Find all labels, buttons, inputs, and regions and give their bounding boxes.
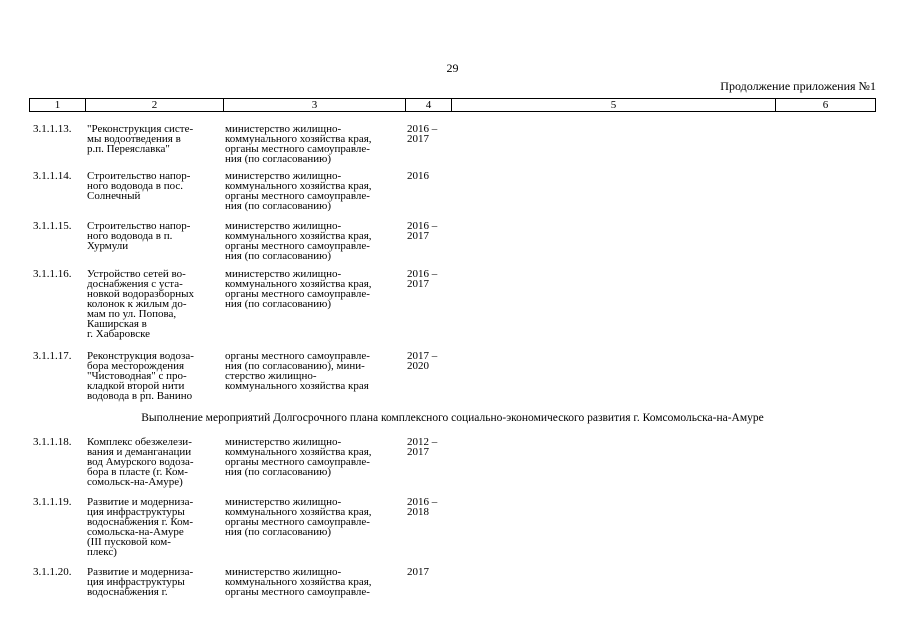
row-measure-name-line: вания и деманганации	[87, 446, 192, 458]
row-executor-line: органы местного самоуправле-	[225, 240, 370, 252]
header-col-4: 4	[406, 99, 452, 111]
row-measure-name-line: ного водовода в пос.	[87, 180, 184, 192]
row-number-text: 3.1.1.20.	[33, 566, 72, 578]
row-executor-line: органы местного самоуправле-	[225, 456, 370, 468]
row-executor-line: ния (по согласованию), мини-	[225, 360, 365, 372]
header-col-1: 1	[30, 99, 86, 111]
row-term-line: 2016 –	[407, 268, 438, 280]
row-measure-name-line: Строительство напор-	[87, 170, 191, 182]
row-executor-line: коммунального хозяйства края,	[225, 278, 372, 290]
row-term	[407, 437, 449, 457]
row-number	[33, 171, 85, 181]
row-measure-name-line: Развитие и модерниза-	[87, 496, 194, 508]
row-term-line: 2016	[407, 170, 429, 182]
row-measure-name-line: Развитие и модерниза-	[87, 566, 194, 578]
row-measure-name-line: сомольск-на-Амуре)	[87, 476, 183, 488]
row-measure-name-line: г. Хабаровске	[87, 328, 151, 340]
row-executor-line: коммунального хозяйства края,	[225, 230, 372, 242]
row-measure-name-line: Комплекс обезжелези-	[87, 436, 192, 448]
row-executor-line: коммунального хозяйства края,	[225, 180, 372, 192]
row-measure-name	[87, 221, 219, 251]
row-measure-name-line: Солнечный	[87, 190, 141, 202]
row-executor	[225, 497, 403, 537]
row-executor-line: коммунального хозяйства края	[225, 380, 369, 392]
row-number-text: 3.1.1.15.	[33, 220, 72, 232]
continuation-label: Продолжение приложения №1	[720, 79, 876, 93]
row-executor	[225, 221, 403, 261]
row-executor-line: коммунального хозяйства края,	[225, 133, 372, 145]
row-measure-name-line: кладкой второй нити	[87, 380, 185, 392]
row-measure-name-line: (III пусковой ком-	[87, 536, 171, 548]
row-measure-name-line: колонок к жилым до-	[87, 298, 187, 310]
row-measure-name-line: доснабжения с уста-	[87, 278, 183, 290]
row-measure-name-line: Хурмули	[87, 240, 129, 252]
row-term-line: 2017	[407, 133, 429, 145]
row-executor	[225, 171, 403, 211]
row-term-line: 2020	[407, 360, 429, 372]
row-number	[33, 497, 85, 507]
row-measure-name-line: р.п. Переяславка"	[87, 143, 170, 155]
header-col-5: 5	[452, 99, 776, 111]
row-measure-name-line: сомольска-на-Амуре	[87, 526, 184, 538]
row-executor-line: органы местного самоуправле-	[225, 350, 370, 362]
row-term-line: 2017	[407, 566, 429, 578]
row-term	[407, 221, 449, 241]
row-executor-line: стерство жилищно-	[225, 370, 317, 382]
row-number	[33, 351, 85, 361]
row-executor-line: ния (по согласованию)	[225, 526, 332, 538]
row-term-line: 2017	[407, 446, 429, 458]
row-term-line: 2012 –	[407, 436, 438, 448]
row-measure-name-line: Строительство напор-	[87, 220, 191, 232]
row-measure-name-line: бора в пласте (г. Ком-	[87, 466, 188, 478]
row-term	[407, 497, 449, 517]
row-executor-line: ния (по согласованию)	[225, 200, 332, 212]
row-executor-line: коммунального хозяйства края,	[225, 506, 372, 518]
row-measure-name-line: Реконструкция водоза-	[87, 350, 194, 362]
row-measure-name-line: мам по ул. Попова,	[87, 308, 177, 320]
row-term	[407, 171, 449, 181]
row-term	[407, 351, 449, 371]
row-executor-line: ния (по согласованию)	[225, 250, 332, 262]
row-measure-name-line: водоснабжения г. Ком-	[87, 516, 194, 528]
row-executor	[225, 567, 403, 597]
row-executor-line: министерство жилищно-	[225, 566, 342, 578]
row-executor-line: коммунального хозяйства края,	[225, 576, 372, 588]
row-executor	[225, 124, 403, 164]
row-executor-line: органы местного самоуправле-	[225, 288, 370, 300]
row-number	[33, 124, 85, 134]
row-term-line: 2018	[407, 506, 429, 518]
row-term-line: 2016 –	[407, 123, 438, 135]
row-number	[33, 567, 85, 577]
row-measure-name	[87, 567, 219, 597]
row-measure-name-line: новкой водоразборных	[87, 288, 195, 300]
row-measure-name-line: "Чистоводная" с про-	[87, 370, 187, 382]
row-term	[407, 124, 449, 144]
row-term-line: 2017 –	[407, 350, 438, 362]
row-measure-name	[87, 269, 219, 339]
row-term-line: 2017	[407, 278, 429, 290]
row-measure-name-line: мы водоотведения в	[87, 133, 181, 145]
row-measure-name-line: вод Амурского водоза-	[87, 456, 194, 468]
row-executor-line: министерство жилищно-	[225, 268, 342, 280]
page-number: 29	[446, 61, 459, 75]
row-number	[33, 221, 85, 231]
row-executor-line: органы местного самоуправле-	[225, 516, 370, 528]
row-executor-line: министерство жилищно-	[225, 436, 342, 448]
row-measure-name-line: ного водовода в п.	[87, 230, 173, 242]
row-executor-line: ния (по согласованию)	[225, 298, 332, 310]
row-executor-line: органы местного самоуправле-	[225, 143, 370, 155]
row-measure-name-line: плекс)	[87, 546, 117, 558]
row-measure-name	[87, 124, 219, 154]
row-measure-name-line: водовода в рп. Ванино	[87, 390, 193, 402]
row-executor-line: ния (по согласованию)	[225, 466, 332, 478]
row-measure-name	[87, 351, 219, 401]
row-number	[33, 269, 85, 279]
row-term	[407, 269, 449, 289]
row-executor	[225, 437, 403, 477]
row-number-text: 3.1.1.18.	[33, 436, 72, 448]
row-measure-name-line: Устройство сетей во-	[87, 268, 186, 280]
row-term-line: 2017	[407, 230, 429, 242]
row-term-line: 2016 –	[407, 496, 438, 508]
header-col-2: 2	[86, 99, 224, 111]
row-measure-name	[87, 437, 219, 487]
row-measure-name-line: ция инфраструктуры	[87, 506, 185, 518]
row-executor-line: органы местного самоуправле-	[225, 586, 370, 598]
row-number-text: 3.1.1.17.	[33, 350, 72, 362]
row-executor-line: министерство жилищно-	[225, 496, 342, 508]
row-executor-line: коммунального хозяйства края,	[225, 446, 372, 458]
section-title: Выполнение мероприятий Долгосрочного плана комплексного социально-экономического развития г. Комсомольска-на-Амуре	[141, 412, 764, 424]
row-number	[33, 437, 85, 447]
row-executor-line: органы местного самоуправле-	[225, 190, 370, 202]
header-col-6: 6	[822, 99, 829, 111]
row-number-text: 3.1.1.19.	[33, 496, 72, 508]
table-header	[29, 98, 876, 112]
row-number-text: 3.1.1.16.	[33, 268, 72, 280]
row-number-text: 3.1.1.14.	[33, 170, 72, 182]
row-term	[407, 567, 449, 577]
row-measure-name-line: водоснабжения г.	[87, 586, 168, 598]
row-measure-name	[87, 171, 219, 201]
row-measure-name-line: "Реконструкция систе-	[87, 123, 194, 135]
row-measure-name-line: ция инфраструктуры	[87, 576, 185, 588]
row-measure-name-line: бора месторождения	[87, 360, 185, 372]
row-executor-line: министерство жилищно-	[225, 123, 342, 135]
row-measure-name-line: Каширская в	[87, 318, 147, 330]
header-col-3: 3	[224, 99, 406, 111]
row-term-line: 2016 –	[407, 220, 438, 232]
row-executor	[225, 269, 403, 309]
row-executor-line: министерство жилищно-	[225, 170, 342, 182]
row-executor	[225, 351, 403, 391]
row-measure-name	[87, 497, 219, 557]
row-executor-line: министерство жилищно-	[225, 220, 342, 232]
row-executor-line: ния (по согласованию)	[225, 153, 332, 165]
row-number-text: 3.1.1.13.	[33, 123, 72, 135]
